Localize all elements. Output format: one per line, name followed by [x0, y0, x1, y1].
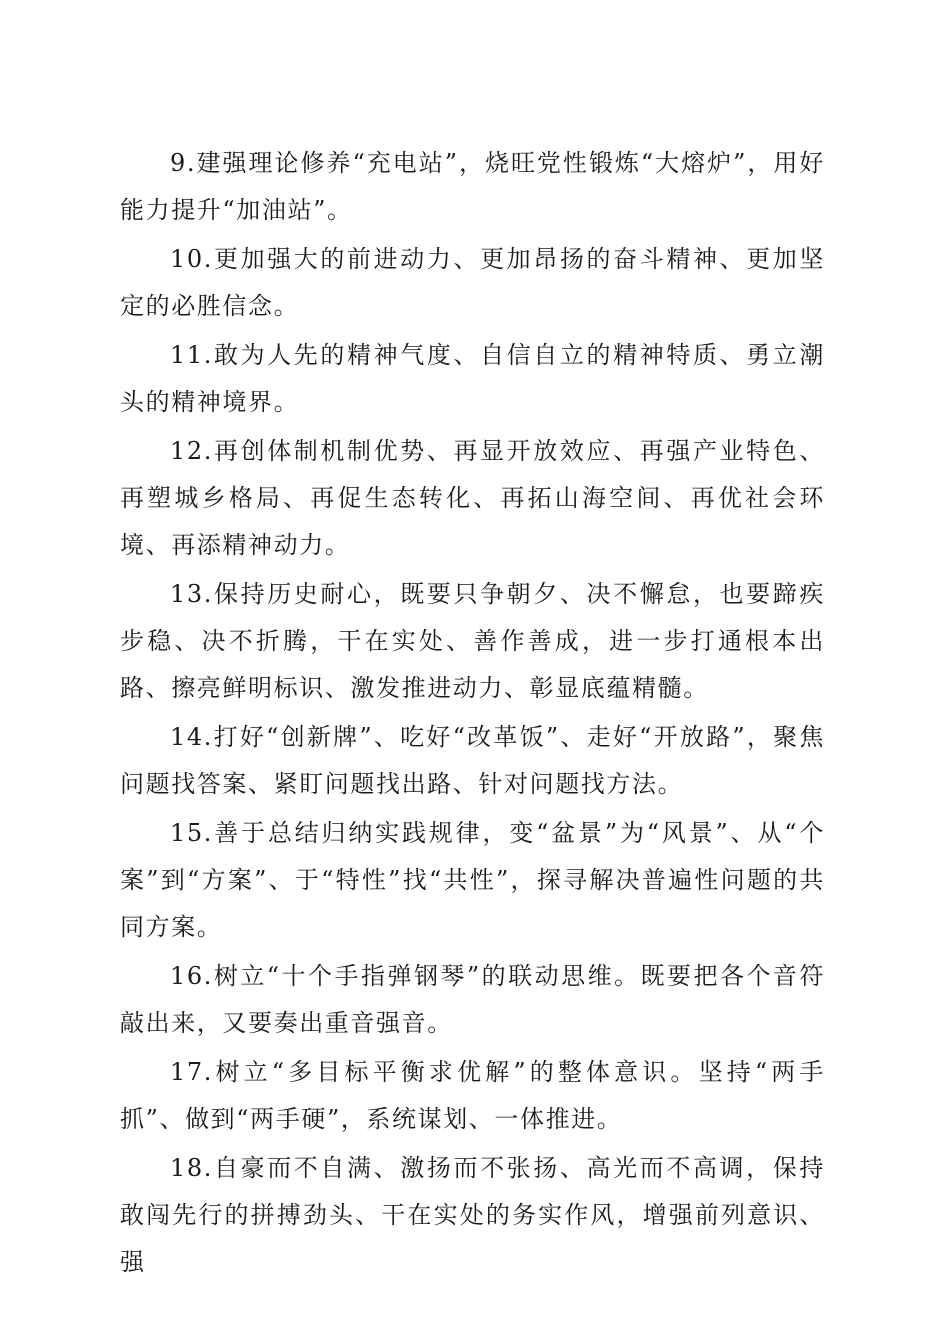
paragraph-item-11: 11.敢为人先的精神气度、自信自立的精神特质、勇立潮头的精神境界。 — [120, 341, 825, 416]
paragraph-item-18: 18.自豪而不自满、激扬而不张扬、高光而不高调，保持敢闯先行的拼搏劲头、干在实处的务实作风，增强前列意识、强 — [120, 1154, 825, 1276]
paragraph-item-16: 16.树立“十个手指弹钢琴”的联动思维。既要把各个音符敲出来，又要奏出重音强音。 — [120, 962, 825, 1037]
paragraph-item-12: 12.再创体制机制优势、再显开放效应、再强产业特色、再塑城乡格局、再促生态转化、再拓山海空间、再优社会环境、再添精神动力。 — [120, 437, 825, 559]
paragraph-item-17: 17.树立“多目标平衡求优解”的整体意识。坚持“两手抓”、做到“两手硬”，系统谋划、一体推进。 — [120, 1058, 825, 1133]
document-page — [120, 140, 825, 1288]
paragraph-item-10: 10.更加强大的前进动力、更加昂扬的奋斗精神、更加坚定的必胜信念。 — [120, 245, 825, 320]
paragraph-item-13: 13.保持历史耐心，既要只争朝夕、决不懈怠，也要蹄疾步稳、决不折腾，干在实处、善作善成，进一步打通根本出路、擦亮鲜明标识、激发推进动力、彰显底蕴精髓。 — [120, 580, 825, 702]
paragraph-item-15: 15.善于总结归纳实践规律，变“盆景”为“风景”、从“个案”到“方案”、于“特性”找“共性”，探寻解决普遍性问题的共同方案。 — [120, 819, 825, 941]
paragraph-item-9: 9.建强理论修养“充电站”，烧旺党性锻炼“大熔炉”，用好能力提升“加油站”。 — [120, 149, 825, 224]
paragraph-item-14: 14.打好“创新牌”、吃好“改革饭”、走好“开放路”，聚焦问题找答案、紧盯问题找出路、针对问题找方法。 — [120, 723, 825, 798]
